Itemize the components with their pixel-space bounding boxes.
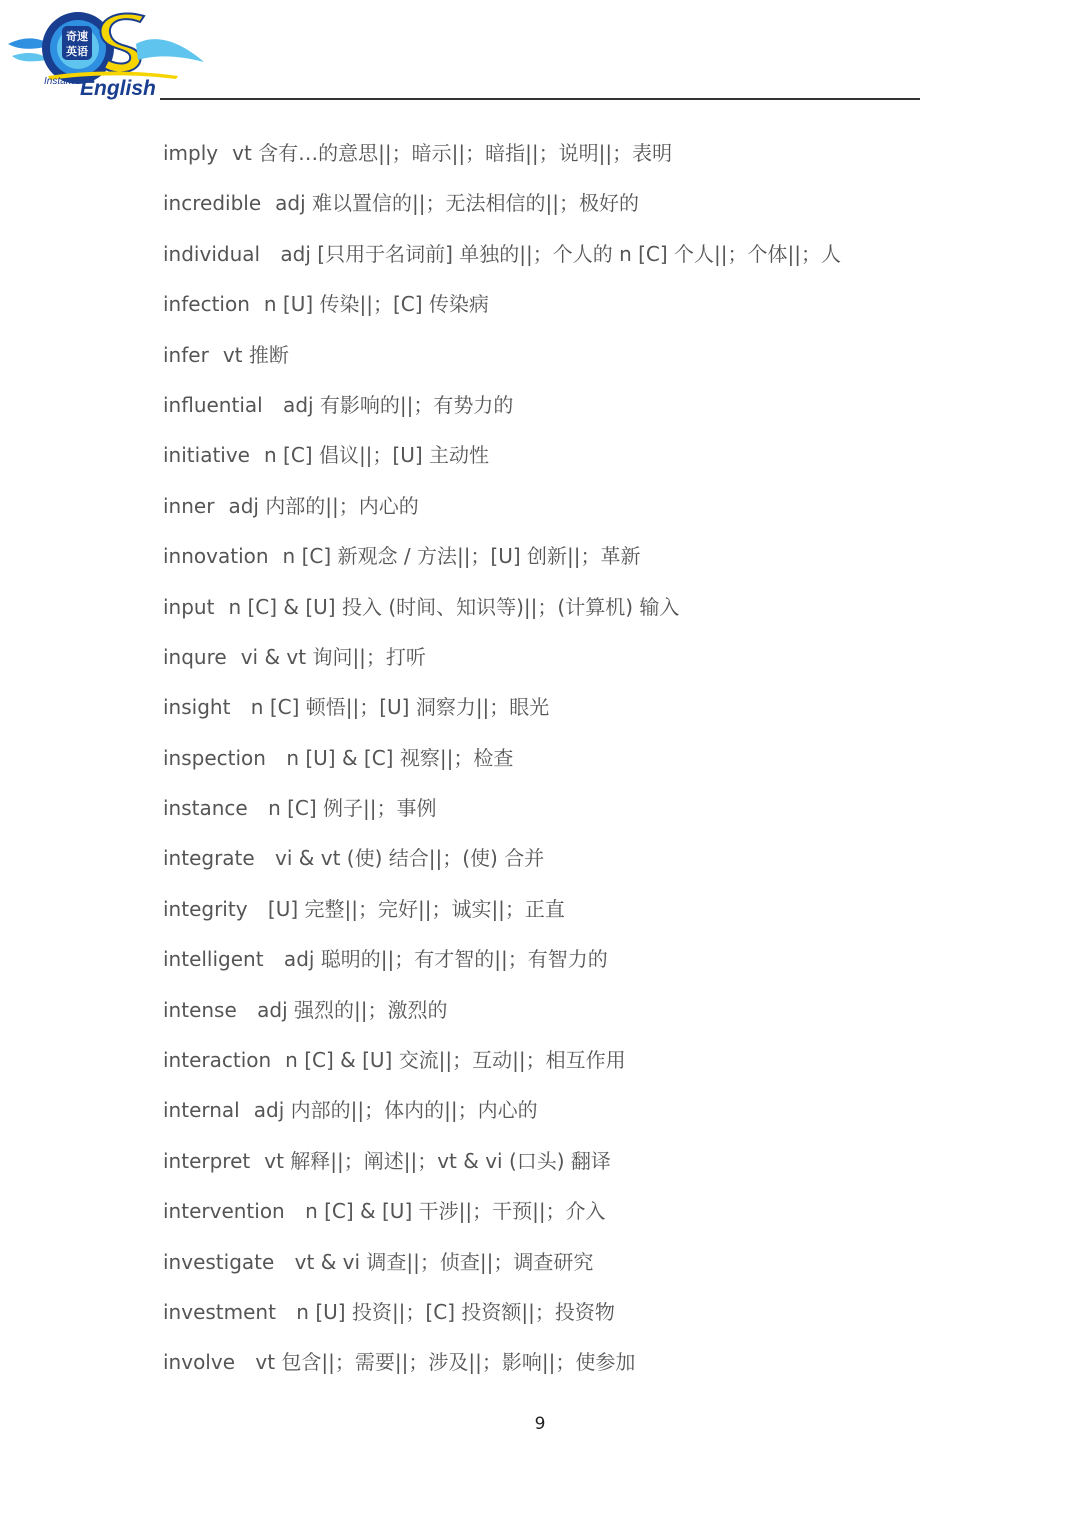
vocab-word: investment xyxy=(163,1299,276,1324)
vocab-definition: adj 聪明的||；有才智的||；有智力的 xyxy=(277,947,608,972)
vocab-word: innovation xyxy=(163,544,269,569)
vocab-definition: vt 包含||；需要||；涉及||；影响||；使参加 xyxy=(249,1350,636,1375)
vocab-word: integrity xyxy=(163,896,248,921)
vocab-entry xyxy=(163,380,963,430)
vocab-entry xyxy=(163,178,963,228)
vocab-definition: adj 内部的||；体内的||；内心的 xyxy=(253,1098,538,1123)
vocab-definition: adj 内部的||；内心的 xyxy=(228,493,419,518)
vocab-definition: vt 含有…的意思||；暗示||；暗指||；说明||；表明 xyxy=(232,141,673,165)
vocab-word: involve xyxy=(163,1350,236,1375)
vocab-entry xyxy=(163,279,963,329)
vocab-definition: vt & vi 调查||；侦查||；调查研究 xyxy=(288,1249,594,1274)
vocab-word: influential xyxy=(163,392,263,417)
vocab-entry xyxy=(163,481,963,531)
vocab-definition: n [U] 投资||；[C] 投资额||；投资物 xyxy=(289,1299,615,1324)
vocab-definition: adj 难以置信的||；无法相信的||；极好的 xyxy=(275,191,639,216)
vocab-word: infection xyxy=(163,292,250,317)
vocab-definition: n [C] 倡议||；[U] 主动性 xyxy=(263,443,490,468)
vocab-definition: n [C] & [U] 干涉||；干预||；介入 xyxy=(298,1199,606,1224)
vocab-definition: n [C] 例子||；事例 xyxy=(261,796,437,821)
logo-instant-text: Instant xyxy=(44,76,75,87)
vocab-entry xyxy=(163,582,963,632)
vocab-entry xyxy=(163,783,963,833)
vocab-entry xyxy=(163,128,963,178)
vocab-entry xyxy=(163,1186,963,1236)
vocab-entry xyxy=(163,632,963,682)
vocab-definition: vi & vt 询问||；打听 xyxy=(240,644,426,669)
vocab-word: investigate xyxy=(163,1249,275,1274)
vocab-definition: [U] 完整||；完好||；诚实||；正直 xyxy=(261,896,565,921)
vocab-entry xyxy=(163,330,963,380)
instant-english-logo xyxy=(8,4,208,104)
vocab-entry xyxy=(163,1035,963,1085)
vocab-entry xyxy=(163,229,963,279)
vocab-definition: adj [只用于名词前] 单独的||；个人的 n [C] 个人||；个体||；人 xyxy=(274,241,841,266)
vocab-word: inspection xyxy=(163,745,266,770)
vocab-entry xyxy=(163,985,963,1035)
logo-cn-line1: 奇速 xyxy=(66,30,88,43)
vocab-word: interpret xyxy=(163,1148,251,1173)
vocab-entry xyxy=(163,682,963,732)
vocab-entry xyxy=(163,833,963,883)
vocab-entry xyxy=(163,1237,963,1287)
vocab-entry xyxy=(163,531,963,581)
vocab-entry xyxy=(163,1085,963,1135)
vocab-definition: n [C] & [U] 交流||；互动||；相互作用 xyxy=(285,1048,626,1073)
vocab-word: infer xyxy=(163,342,209,367)
vocab-entry xyxy=(163,1136,963,1186)
vocab-definition: adj 有影响的||；有势力的 xyxy=(276,392,514,417)
vocab-word: inner xyxy=(163,493,215,518)
page-number: 9 xyxy=(534,1414,546,1434)
vocab-word: internal xyxy=(163,1098,240,1123)
vocab-definition: adj 强烈的||；激烈的 xyxy=(250,997,448,1022)
vocab-definition: vt 解释||；阐述||；vt & vi (口头) 翻译 xyxy=(264,1148,611,1173)
vocab-definition: n [U] 传染||；[C] 传染病 xyxy=(263,292,489,317)
vocab-word: intense xyxy=(163,997,237,1022)
vocab-definition: n [C] & [U] 投入 (时间、知识等)||；(计算机) 输入 xyxy=(228,594,680,619)
vocabulary-list xyxy=(163,128,963,1388)
vocab-definition: vi & vt (使) 结合||；(使) 合并 xyxy=(268,846,545,871)
vocab-entry xyxy=(163,1287,963,1337)
vocab-word: integrate xyxy=(163,846,255,871)
vocab-word: incredible xyxy=(163,191,262,216)
vocab-word: intervention xyxy=(163,1199,285,1224)
vocab-entry xyxy=(163,733,963,783)
vocab-definition: n [C] 顿悟||；[U] 洞察力||；眼光 xyxy=(244,695,550,720)
vocab-entry xyxy=(163,1337,963,1387)
vocab-definition: n [C] 新观念 / 方法||；[U] 创新||；革新 xyxy=(282,544,641,569)
vocab-entry xyxy=(163,884,963,934)
logo-english-text: English xyxy=(80,77,156,100)
vocab-word: imply xyxy=(163,141,219,165)
vocab-word: initiative xyxy=(163,443,250,468)
vocab-word: input xyxy=(163,594,215,619)
vocab-word: intelligent xyxy=(163,947,264,972)
vocab-word: individual xyxy=(163,241,261,266)
header-divider xyxy=(160,98,920,100)
vocab-entry xyxy=(163,934,963,984)
vocab-entry xyxy=(163,430,963,480)
logo-cn-line2: 英语 xyxy=(66,45,88,58)
vocab-definition: vt 推断 xyxy=(222,342,289,367)
vocab-definition: n [U] & [C] 视察||；检查 xyxy=(279,745,514,770)
vocab-word: inqure xyxy=(163,644,227,669)
vocab-word: instance xyxy=(163,796,248,821)
vocab-word: insight xyxy=(163,695,231,720)
vocab-word: interaction xyxy=(163,1048,272,1073)
